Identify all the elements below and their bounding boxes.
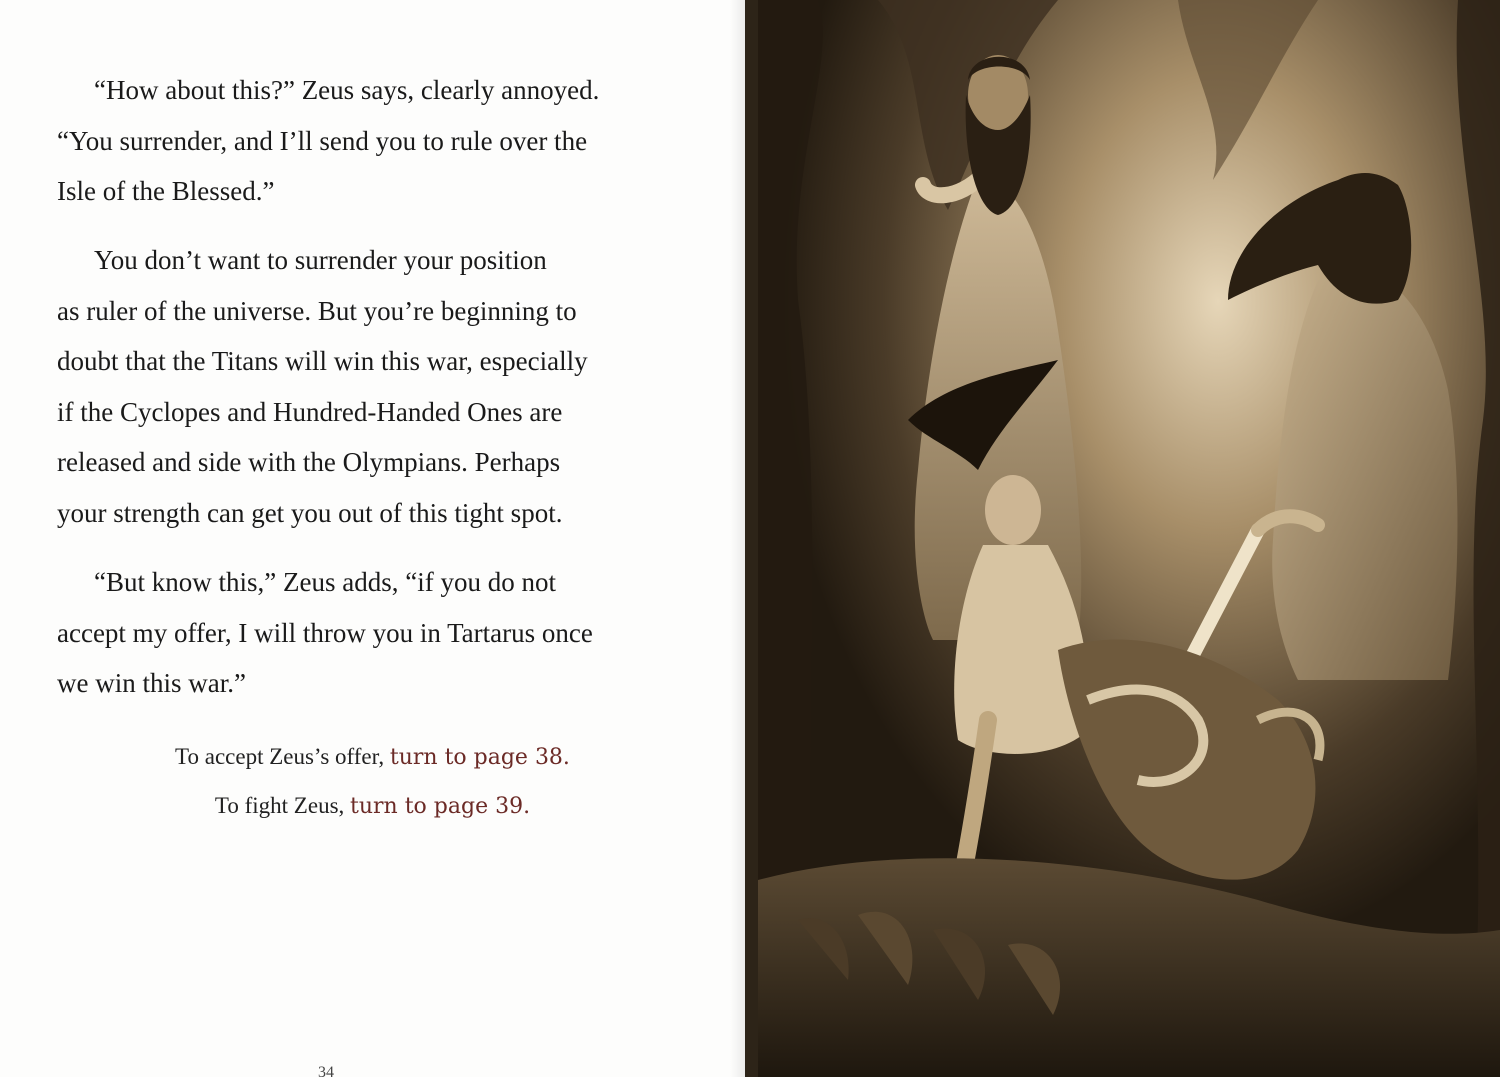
text-line: doubt that the Titans will win this war, especially: [57, 346, 588, 376]
woman-face: [985, 475, 1041, 545]
page-number: 34: [318, 1064, 334, 1081]
text-line: “How about this?” Zeus says, clearly annoyed.: [94, 75, 600, 105]
text-line: your strength can get you out of this tight spot.: [57, 497, 563, 528]
turn-to-page-link[interactable]: turn to page 38.: [389, 745, 570, 770]
text-line: as ruler of the universe. But you’re beginning to: [57, 295, 577, 326]
left-page: [0, 0, 745, 1081]
text-line: You don’t want to surrender your position: [94, 245, 547, 275]
right-page: [745, 0, 1500, 1077]
choice-list: [0, 733, 745, 831]
choice-accept[interactable]: [0, 733, 745, 782]
choice-prefix: To accept Zeus’s offer,: [175, 744, 390, 769]
sepia-battle-scene-illustration: [758, 0, 1500, 1077]
text-line: “But know this,” Zeus adds, “if you do not: [94, 567, 556, 597]
text-line: Isle of the Blessed.”: [57, 176, 275, 206]
choice-fight[interactable]: [0, 782, 745, 831]
story-paragraph: [57, 65, 617, 217]
text-line: if the Cyclopes and Hundred-Handed Ones are: [57, 396, 563, 427]
text-line: “You surrender, and I’ll send you to rule over the: [57, 125, 588, 156]
text-line: released and side with the Olympians. Perhaps: [57, 447, 561, 477]
choice-prefix: To fight Zeus,: [214, 793, 351, 818]
text-line: we win this war.”: [57, 668, 246, 698]
story-paragraph: [57, 235, 617, 538]
text-line: accept my offer, I will throw you in Tartarus once: [57, 617, 593, 648]
story-paragraph: [57, 557, 617, 709]
turn-to-page-link[interactable]: turn to page 39.: [350, 794, 531, 819]
